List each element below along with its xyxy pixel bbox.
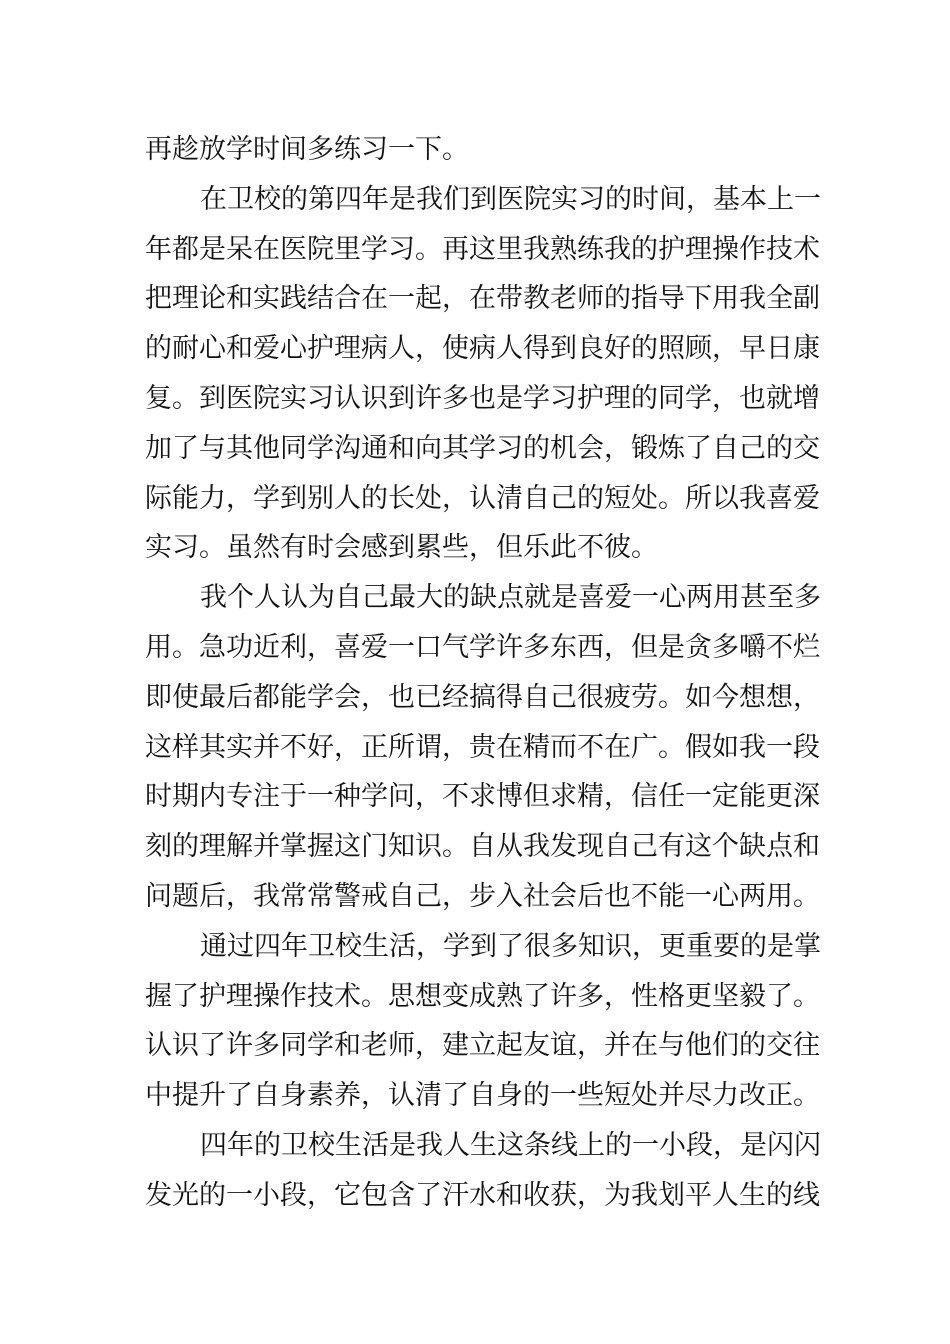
- text-line: 把理论和实践结合在一起，在带教老师的指导下用我全副: [145, 283, 820, 315]
- paragraph-first-line: 四年的卫校生活是我人生这条线上的一小段，是闪闪: [200, 1129, 821, 1161]
- text-line: 即使最后都能学会，也已经搞得自己很疲劳。如今想想，: [145, 681, 820, 713]
- text-line: 发光的一小段，它包含了汗水和收获，为我划平人生的线: [145, 1179, 820, 1211]
- text-line: 问题后，我常常警戒自己，步入社会后也不能一心两用。: [145, 880, 820, 912]
- text-line: 中提升了自身素养，认清了自身的一些短处并尽力改正。: [145, 1080, 820, 1112]
- text-line: 握了护理操作技术。思想变成熟了许多，性格更坚毅了。: [145, 980, 820, 1012]
- text-line: 再趁放学时间多练习一下。: [145, 134, 469, 165]
- paragraph-first-line: 在卫校的第四年是我们到医院实习的时间，基本上一: [200, 183, 821, 215]
- text-line: 加了与其他同学沟通和向其学习的机会，锻炼了自己的交: [145, 432, 820, 464]
- text-line: 复。到医院实习认识到许多也是学习护理的同学，也就增: [145, 382, 820, 414]
- text-line: 实习。虽然有时会感到累些，但乐此不彼。: [145, 532, 658, 564]
- text-line: 时期内专注于一种学问，不求博但求精，信任一定能更深: [145, 781, 820, 813]
- text-line: 际能力，学到别人的长处，认清自己的短处。所以我喜爱: [145, 482, 820, 514]
- paragraph-first-line: 我个人认为自己最大的缺点就是喜爱一心两用甚至多: [200, 582, 821, 614]
- text-line: 认识了许多同学和老师，建立起友谊，并在与他们的交往: [145, 1030, 820, 1062]
- text-line: 这样其实并不好，正所谓，贵在精而不在广。假如我一段: [145, 731, 820, 763]
- paragraph-first-line: 通过四年卫校生活，学到了很多知识，更重要的是掌: [200, 930, 821, 962]
- text-line: 刻的理解并掌握这门知识。自从我发现自己有这个缺点和: [145, 831, 820, 863]
- text-line: 的耐心和爱心护理病人，使病人得到良好的照顾，早日康: [145, 333, 820, 365]
- body-text: [145, 125, 821, 1221]
- text-line: 年都是呆在医院里学习。再这里我熟练我的护理操作技术: [145, 233, 820, 265]
- text-line: 用。急功近利，喜爱一口气学许多东西，但是贪多嚼不烂: [145, 631, 820, 663]
